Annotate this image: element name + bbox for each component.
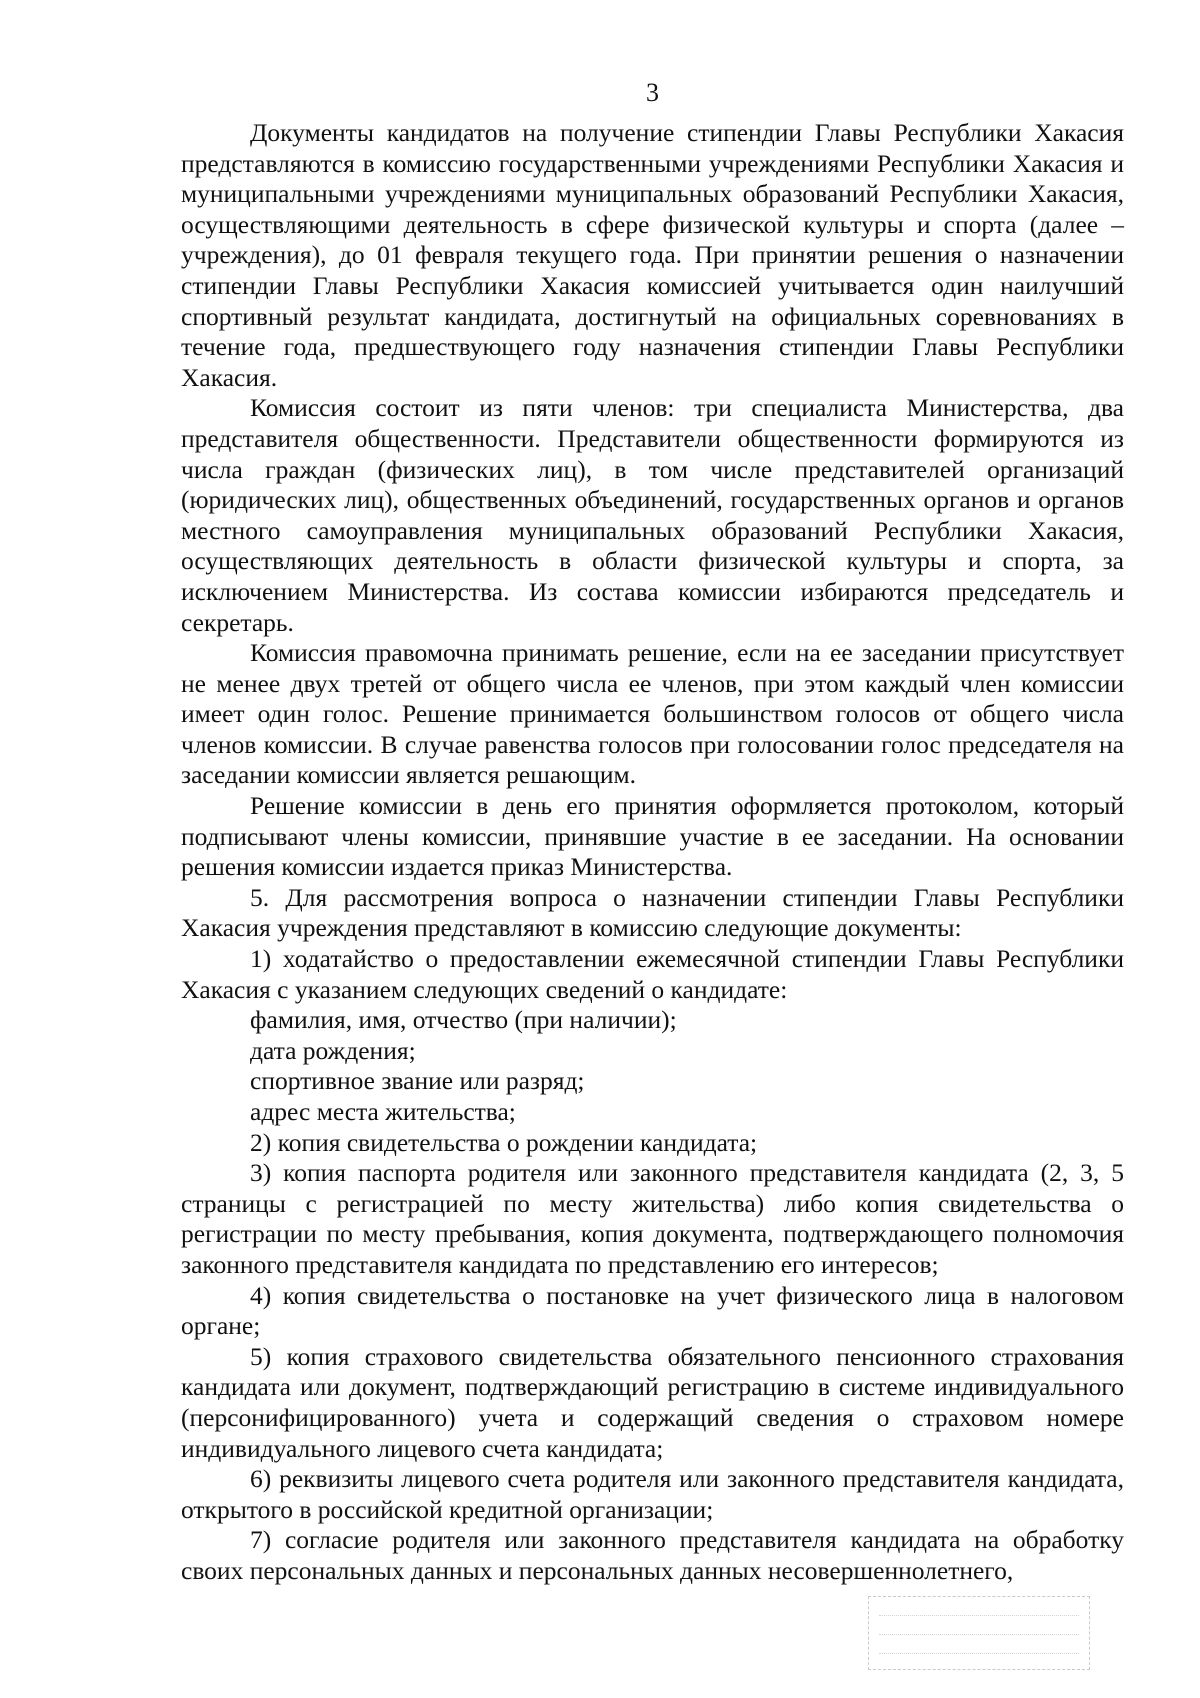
list-subitem-address: адрес места жительства; [250,1097,516,1126]
faint-stamp [868,1596,1090,1670]
paragraph-commission-decision: Решение комиссии в день его принятия оформляется протоколом, который подписывают члены комиссии, принявшие участие в ее заседании. На основании решения комиссии издается приказ Министерства. [181,791,1124,882]
list-item-7: 7) согласие родителя или законного представителя кандидата на обработку своих персональных данных и персональных данных несовершеннолетнего, [181,1525,1124,1585]
document-page [181,78,1124,1587]
list-subitem-sports-title: спортивное звание или разряд; [250,1066,585,1096]
list-item-3: 3) копия паспорта родителя или законного представителя кандидата (2, 3, 5 страницы с регистрацией по месту жительства) либо копия свидетельства о регистрации по месту пребывания, копия документа, подтверждающего полномочия законного представителя кандидата по представлению его интересов; [181,1158,1124,1279]
list-item-1: 1) ходатайство о предоставлении ежемесячной стипендии Главы Республики Хакасия с указанием следующих сведений о кандидате: [181,944,1124,1004]
paragraph-commission-composition: Комиссия состоит из пяти членов: три специалиста Министерства, два представителя общественности. Представители общественности формируются из числа граждан (физических лиц), в том числе представителей организаций (юридических лиц), общественных объединений, государственных органов и органов местного самоуправления муниципальных образований Республики Хакасия, осуществляющих деятельность в области физической культуры и спорта, за исключением Министерства. Из состава комиссии избираются председатель и секретарь. [181,393,1124,637]
stamp-line [879,1643,1079,1654]
page-number: 3 [646,78,659,107]
list-subitem-birth-date: дата рождения; [250,1035,416,1065]
paragraph-commission-quorum: Комиссия правомочна принимать решение, если на ее заседании присутствует не менее двух третей от общего числа ее членов, при этом каждый член комиссии имеет один голос. Решение принимается большинством голосов от общего числа членов комиссии. В случае равенства голосов при голосовании голос председателя на заседании комиссии является решающим. [181,638,1124,790]
list-item-6: 6) реквизиты лицевого счета родителя или законного представителя кандидата, открытого в российской кредитной организации; [181,1464,1124,1524]
list-item-5: 5) копия страхового свидетельства обязательного пенсионного страхования кандидата или документ, подтверждающий регистрацию в системе индивидуального (персонифицированного) учета и содержащий сведения о страховом номере индивидуального лицевого счета кандидата; [181,1341,1124,1463]
list-subitem-full-name: фамилия, имя, отчество (при наличии); [250,1005,677,1035]
paragraph-item-5: 5. Для рассмотрения вопроса о назначении стипендии Главы Республики Хакасия учреждения представляют в комиссию следующие документы: [181,882,1124,943]
paragraph-documents-submission: Документы кандидатов на получение стипендии Главы Республики Хакасия представляются в комиссию государственными учреждениями Республики Хакасия и муниципальными учреждениями муниципальных образований Республики Хакасия, осуществляющими деятельность в сфере физической культуры и спорта (далее – учреждения), до 01 февраля текущего года. При принятии решения о назначении стипендии Главы Республики Хакасия комиссией учитывается один наилучший спортивный результат кандидата, достигнутый на официальных соревнованиях в течение года, предшествующего году назначения стипендии Главы Республики Хакасия. [181,118,1124,392]
stamp-line [879,1624,1079,1635]
stamp-line [879,1605,1079,1616]
list-item-2: 2) копия свидетельства о рождении кандидата; [250,1127,758,1157]
list-item-4: 4) копия свидетельства о постановке на учет физического лица в налоговом органе; [181,1280,1124,1341]
